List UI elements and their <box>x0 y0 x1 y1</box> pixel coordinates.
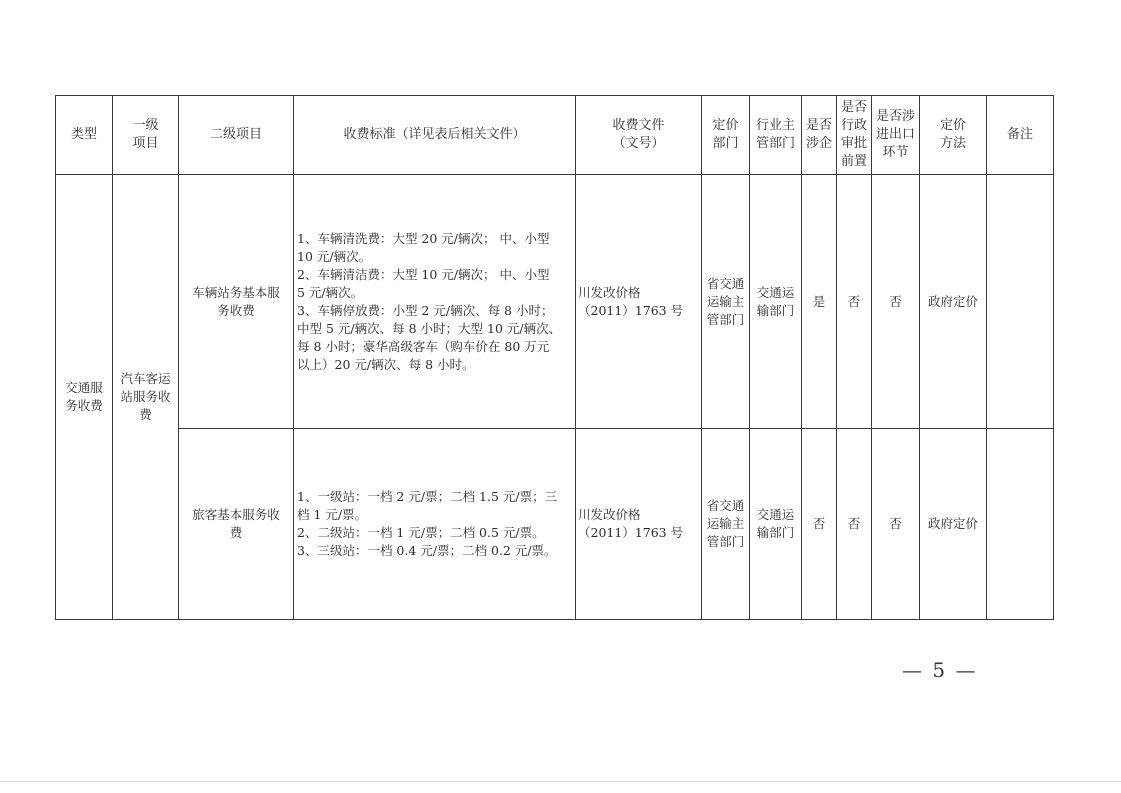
header-pricing-method: 定价 方法 <box>920 96 987 175</box>
level2-cell: 车辆站务基本服 务收费 <box>179 175 294 429</box>
standard-line: 3、车辆停放费：小型 2 元/辆次、每 8 小时； <box>297 302 554 318</box>
page-number: — 5 — <box>902 658 978 682</box>
standard-cell <box>294 429 576 620</box>
table-row <box>56 175 1054 429</box>
standard-line: 10 元/辆次。 <box>297 248 372 264</box>
bottom-divider <box>0 781 1121 782</box>
remarks-cell <box>987 429 1054 620</box>
standard-line: 中型 5 元/辆次、每 8 小时；大型 10 元/辆次、 <box>297 320 562 336</box>
import-export-cell: 否 <box>872 429 920 620</box>
header-row <box>56 96 1054 175</box>
admin-approval-cell: 否 <box>837 175 872 429</box>
header-remarks: 备注 <box>987 96 1054 175</box>
import-export-cell: 否 <box>872 175 920 429</box>
header-level2: 二级项目 <box>179 96 294 175</box>
pricing-dept-cell: 省交通 运输主 管部门 <box>702 429 750 620</box>
fee-table <box>55 95 1054 620</box>
header-industry-dept: 行业主 管部门 <box>750 96 802 175</box>
standard-line: 2、二级站：一档 1 元/票；二档 0.5 元/票。 <box>297 525 545 540</box>
standard-cell <box>294 175 576 429</box>
enterprise-cell: 是 <box>802 175 837 429</box>
standard-line: 1、车辆清洗费：大型 20 元/辆次； 中、小型 <box>297 230 550 246</box>
document-cell: 川发改价格 （2011）1763 号 <box>576 175 702 429</box>
pricing-method-cell: 政府定价 <box>920 175 987 429</box>
admin-approval-cell: 否 <box>837 429 872 620</box>
header-pricing-dept: 定价 部门 <box>702 96 750 175</box>
type-cell: 交通服 务收费 <box>56 175 113 620</box>
header-level1: 一级 项目 <box>113 96 179 175</box>
industry-dept-cell: 交通运 输部门 <box>750 429 802 620</box>
standard-line: 3、三级站：一档 0.4 元/票；二档 0.2 元/票。 <box>297 543 557 558</box>
standard-line: 1、一级站：一档 2 元/票；二档 1.5 元/票；三 <box>297 489 558 504</box>
level1-cell: 汽车客运 站服务收 费 <box>113 175 179 620</box>
enterprise-cell: 否 <box>802 429 837 620</box>
header-type: 类型 <box>56 96 113 175</box>
standard-line: 5 元/辆次。 <box>297 284 364 300</box>
header-admin-approval: 是否 行政 审批 前置 <box>837 96 872 175</box>
level2-cell: 旅客基本服务收 费 <box>179 429 294 620</box>
pricing-dept-cell: 省交通 运输主 管部门 <box>702 175 750 429</box>
remarks-cell <box>987 175 1054 429</box>
standard-line: 以上）20 元/辆次、每 8 小时。 <box>297 356 475 372</box>
header-import-export: 是否涉 进出口 环节 <box>872 96 920 175</box>
document-cell: 川发改价格 （2011）1763 号 <box>576 429 702 620</box>
standard-line: 档 1 元/票。 <box>297 507 368 522</box>
standard-line: 2、车辆清洁费：大型 10 元/辆次； 中、小型 <box>297 266 550 282</box>
header-enterprise: 是否 涉企 <box>802 96 837 175</box>
header-document: 收费文件 （文号） <box>576 96 702 175</box>
industry-dept-cell: 交通运 输部门 <box>750 175 802 429</box>
table-row <box>56 429 1054 620</box>
header-standard: 收费标准（详见表后相关文件） <box>294 96 576 175</box>
pricing-method-cell: 政府定价 <box>920 429 987 620</box>
standard-line: 每 8 小时；豪华高级客车（购车价在 80 万元 <box>297 338 550 354</box>
